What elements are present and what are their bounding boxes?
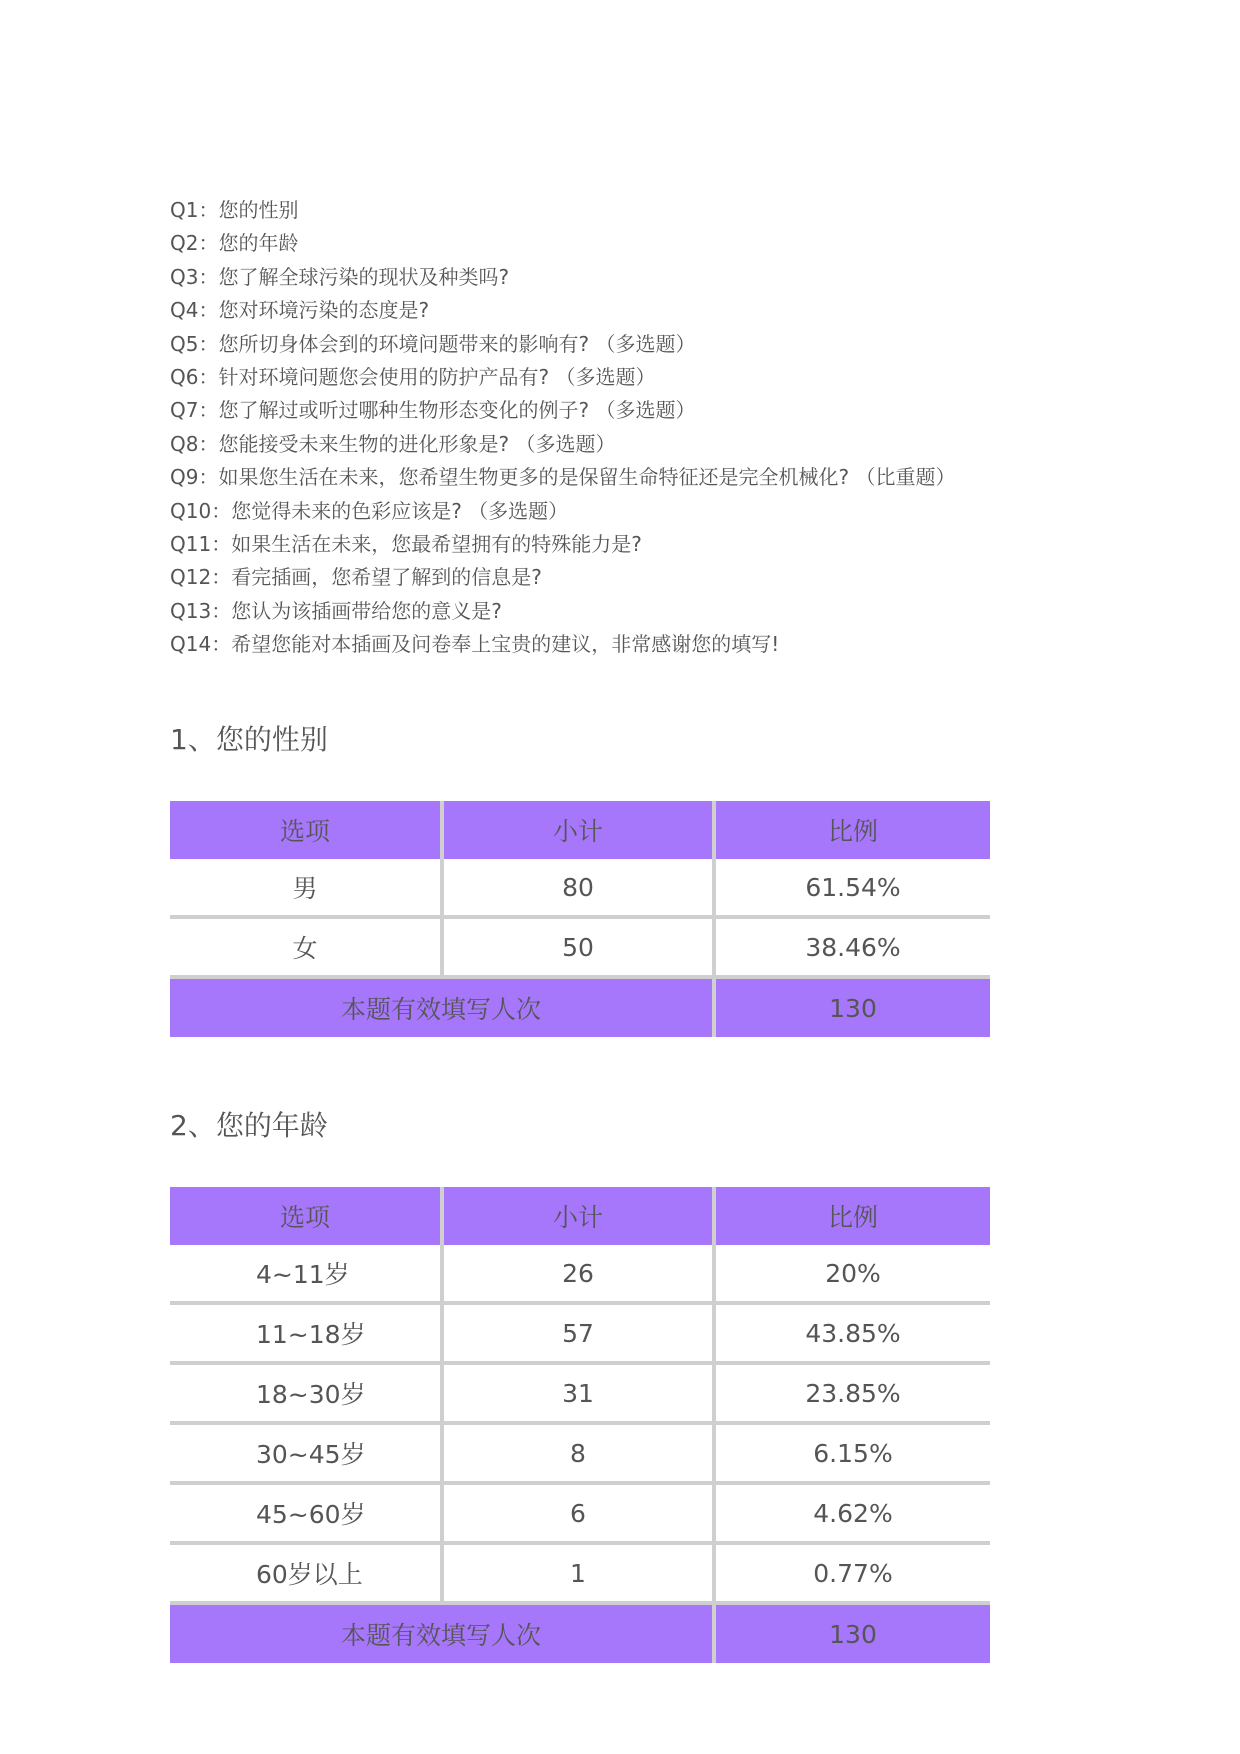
cell-count: 26 bbox=[442, 1245, 714, 1303]
table-total-row bbox=[170, 1603, 990, 1663]
header-option: 选项 bbox=[170, 801, 442, 859]
cell-count: 57 bbox=[442, 1303, 714, 1363]
table-row bbox=[170, 1303, 990, 1363]
table-row bbox=[170, 1483, 990, 1543]
cell-option: 45~60岁 bbox=[170, 1483, 442, 1543]
question-item: Q3：您了解全球污染的现状及种类吗? bbox=[170, 264, 510, 289]
question-item: Q5：您所切身体会到的环境问题带来的影响有? （多选题） bbox=[170, 331, 696, 356]
question-item: Q6：针对环境问题您会使用的防护产品有? （多选题） bbox=[170, 364, 656, 389]
question-item: Q13：您认为该插画带给您的意义是? bbox=[170, 598, 502, 623]
age-table bbox=[170, 1187, 990, 1663]
total-label: 本题有效填写人次 bbox=[170, 1603, 714, 1663]
question-item: Q8：您能接受未来生物的进化形象是? （多选题） bbox=[170, 431, 616, 456]
cell-count: 80 bbox=[442, 859, 714, 917]
cell-option: 女 bbox=[170, 917, 442, 977]
table-row bbox=[170, 917, 990, 977]
cell-ratio: 0.77% bbox=[714, 1543, 990, 1603]
cell-count: 31 bbox=[442, 1363, 714, 1423]
table-header-row bbox=[170, 801, 990, 859]
cell-count: 50 bbox=[442, 917, 714, 977]
table-row bbox=[170, 859, 990, 917]
cell-count: 6 bbox=[442, 1483, 714, 1543]
cell-option: 60岁以上 bbox=[170, 1543, 442, 1603]
section-title-age: 2、您的年龄 bbox=[170, 1109, 328, 1142]
question-item: Q12：看完插画，您希望了解到的信息是? bbox=[170, 565, 542, 590]
section-title-gender: 1、您的性别 bbox=[170, 723, 328, 756]
cell-ratio: 61.54% bbox=[714, 859, 990, 917]
cell-count: 8 bbox=[442, 1423, 714, 1483]
header-ratio: 比例 bbox=[714, 801, 990, 859]
cell-ratio: 4.62% bbox=[714, 1483, 990, 1543]
cell-ratio: 6.15% bbox=[714, 1423, 990, 1483]
question-item: Q14：希望您能对本插画及问卷奉上宝贵的建议，非常感谢您的填写! bbox=[170, 632, 780, 657]
cell-option: 男 bbox=[170, 859, 442, 917]
header-count: 小计 bbox=[442, 801, 714, 859]
cell-option: 4~11岁 bbox=[170, 1245, 442, 1303]
header-ratio: 比例 bbox=[714, 1187, 990, 1245]
cell-ratio: 43.85% bbox=[714, 1303, 990, 1363]
question-item: Q1：您的性别 bbox=[170, 198, 299, 222]
cell-option: 30~45岁 bbox=[170, 1423, 442, 1483]
question-item: Q2：您的年龄 bbox=[170, 231, 299, 256]
cell-ratio: 38.46% bbox=[714, 917, 990, 977]
question-item: Q10：您觉得未来的色彩应该是? （多选题） bbox=[170, 498, 569, 523]
table-header-row bbox=[170, 1187, 990, 1245]
cell-count: 1 bbox=[442, 1543, 714, 1603]
question-item: Q11：如果生活在未来，您最希望拥有的特殊能力是? bbox=[170, 531, 642, 556]
total-label: 本题有效填写人次 bbox=[170, 977, 714, 1037]
table-row bbox=[170, 1245, 990, 1303]
gender-table bbox=[170, 801, 990, 1037]
header-option: 选项 bbox=[170, 1187, 442, 1245]
question-item: Q4：您对环境污染的态度是? bbox=[170, 298, 430, 323]
question-item: Q9：如果您生活在未来，您希望生物更多的是保留生命特征还是完全机械化? （比重题） bbox=[170, 465, 956, 490]
table-row bbox=[170, 1543, 990, 1603]
table-row bbox=[170, 1363, 990, 1423]
question-item: Q7：您了解过或听过哪种生物形态变化的例子? （多选题） bbox=[170, 398, 696, 423]
header-count: 小计 bbox=[442, 1187, 714, 1245]
cell-ratio: 23.85% bbox=[714, 1363, 990, 1423]
cell-option: 11~18岁 bbox=[170, 1303, 442, 1363]
total-value: 130 bbox=[714, 1603, 990, 1663]
table-total-row bbox=[170, 977, 990, 1037]
table-row bbox=[170, 1423, 990, 1483]
total-value: 130 bbox=[714, 977, 990, 1037]
question-list bbox=[170, 194, 1170, 661]
cell-ratio: 20% bbox=[714, 1245, 990, 1303]
cell-option: 18~30岁 bbox=[170, 1363, 442, 1423]
